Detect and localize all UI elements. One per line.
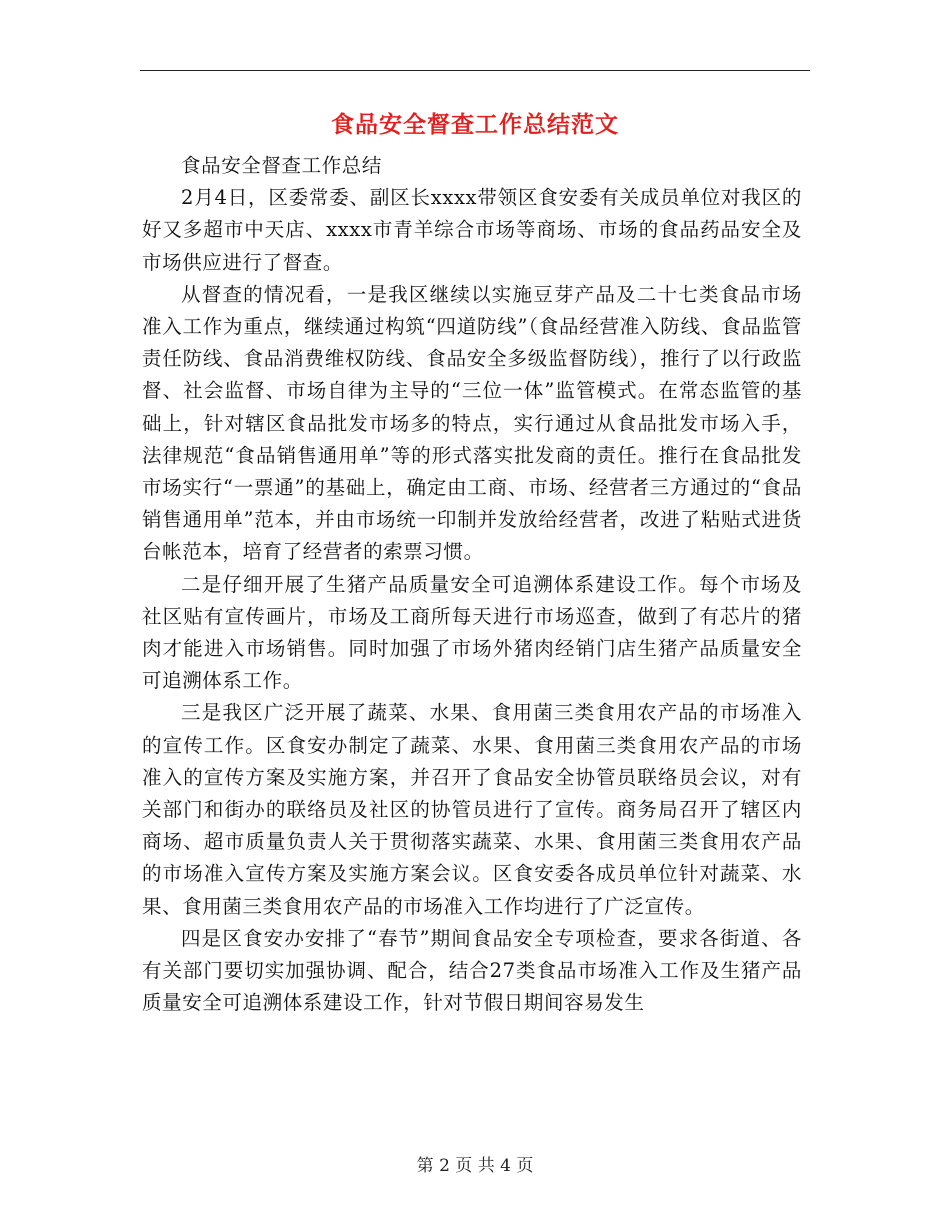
document-title: 食品安全督查工作总结范文: [331, 111, 619, 138]
paragraph: 三是我区广泛开展了蔬菜、水果、食用菌三类食用农产品的市场准入的宣传工作。区食安办制定了蔬菜、水果、食用菌三类食用农产品的市场准入的宣传方案及实施方案，并召开了食品安全协管员联络员会议，对有关部门和街办的联络员及社区的协管员进行了宣传。商务局召开了辖区内商场、超市质量负责人关于贯彻落实蔬菜、水果、食用菌三类食用农产品的市场准入宣传方案及实施方案会议。区食安委各成员单位针对蔬菜、水果、食用菌三类食用农产品的市场准入工作均进行了广泛宣传。: [142, 701, 802, 918]
header-rule: [140, 70, 810, 71]
paragraph: 四是区食安办安排了“春节”期间食品安全专项检查，要求各街道、各有关部门要切实加强协调、配合，结合27类食品市场准入工作及生猪产品质量安全可追溯体系建设工作，针对节假日期间容易发生: [142, 926, 802, 1015]
paragraph: 2月4日，区委常委、副区长xxxx带领区食安委有关成员单位对我区的好又多超市中天店、xxxx市青羊综合市场等商场、市场的食品药品安全及市场供应进行了督查。: [142, 186, 802, 274]
page-number-footer: 第 2 页 共 4 页: [416, 1156, 534, 1176]
paragraph: 二是仔细开展了生猪产品质量安全可追溯体系建设工作。每个市场及社区贴有宣传画片，市场及工商所每天进行市场巡查，做到了有芯片的猪肉才能进入市场销售。同时加强了市场外猪肉经销门店生猪产品质量安全可追溯体系工作。: [142, 572, 802, 693]
paragraph: 从督查的情况看，一是我区继续以实施豆芽产品及二十七类食品市场准入工作为重点，继续通过构筑“四道防线”（食品经营准入防线、食品监管责任防线、食品消费维权防线、食品安全多级监督防线），推行了以行政监督、社会监督、市场自律为主导的“三位一体”监管模式。在常态监管的基础上，针对辖区食品批发市场多的特点，实行通过从食品批发市场入手，法律规范“食品销售通用单”等的形式落实批发商的责任。推行在食品批发市场实行“一票通”的基础上，确定由工商、市场、经营者三方通过的“食品销售通用单”范本，并由市场统一印制并发放给经营者，改进了粘贴式进货台帐范本，培育了经营者的索票习惯。: [142, 282, 802, 564]
paragraph: 食品安全督查工作总结: [181, 154, 383, 177]
document-body: [142, 150, 802, 1019]
